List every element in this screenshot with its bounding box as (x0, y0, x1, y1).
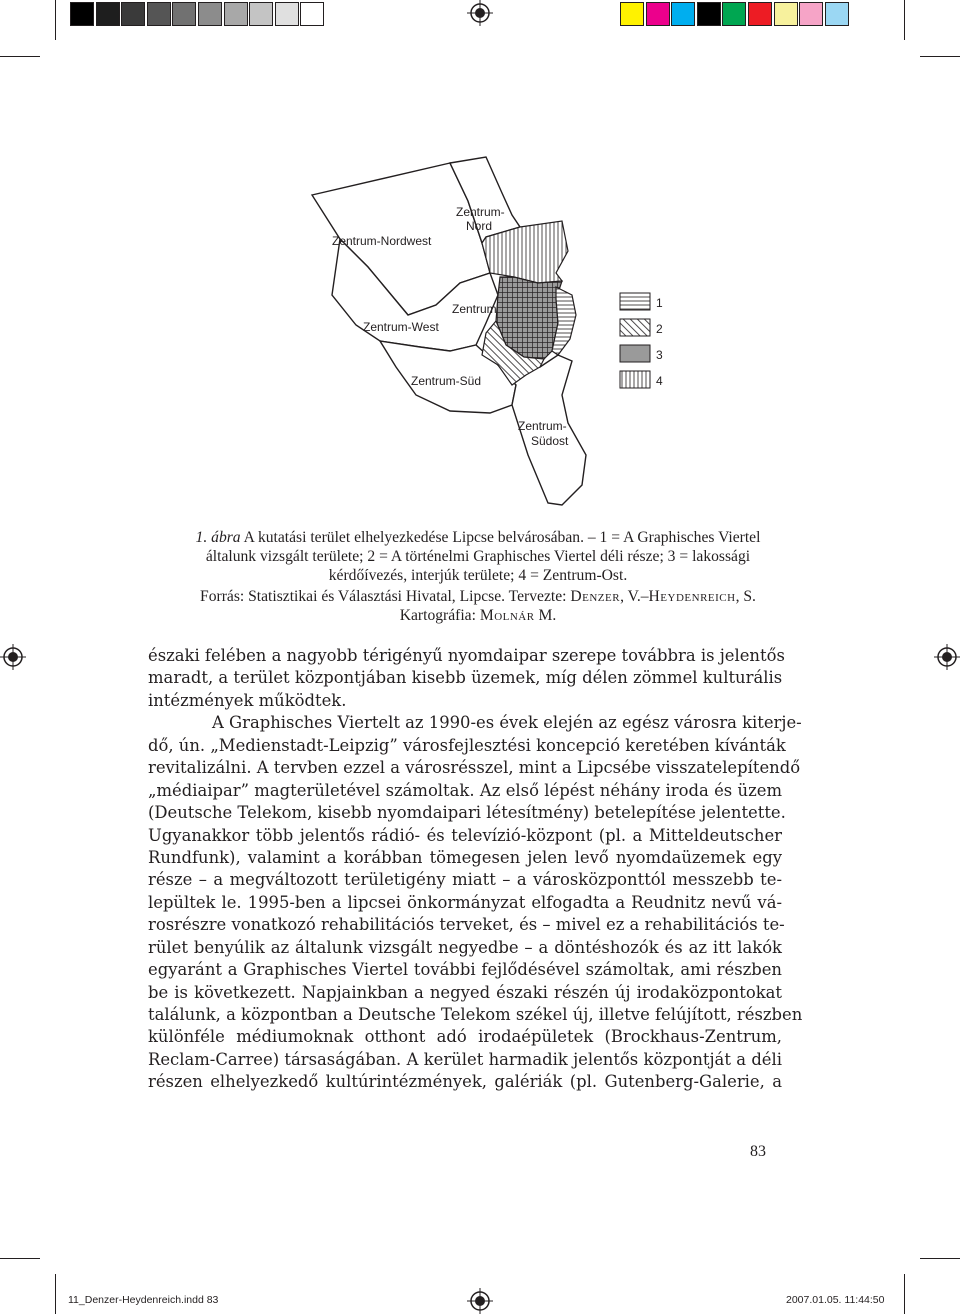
body-line: találunk, a központban a Deutsche Telekom székel új, illetve felújított, részben (148, 1005, 803, 1024)
color-swatch (300, 2, 324, 26)
source-text: M. (534, 607, 557, 624)
color-swatch (70, 2, 94, 26)
registration-mark-icon (934, 644, 960, 670)
crop-mark (55, 0, 56, 40)
color-swatch (172, 2, 196, 26)
crop-mark (55, 1274, 56, 1314)
label-west: Zentrum-West (363, 320, 439, 334)
registration-mark-icon (467, 1288, 493, 1314)
label-suedost-line1: Zentrum- (518, 419, 567, 433)
process-color-bar (620, 2, 850, 26)
color-swatch (748, 2, 772, 26)
body-line: lepültek le. 1995-ben a lipcsei önkormányzat elfogadta a Reudnitz nevű vá- (148, 892, 782, 912)
label-sued: Zentrum-Süd (411, 374, 482, 388)
author-name: Denzer (570, 588, 621, 605)
color-swatch (774, 2, 798, 26)
source-text: , S. (735, 588, 756, 605)
crop-mark (0, 56, 40, 57)
map-legend (620, 293, 663, 388)
label-zentrum: Zentrum (452, 302, 497, 316)
color-swatch (825, 2, 849, 26)
body-line: különféle médiumoknak otthont adó irodaépületek (Brockhaus-Zentrum, (148, 1027, 782, 1047)
body-line: északi felében a nagyobb térigényű nyomdaipar szerepe továbbra is jelentős (148, 646, 785, 665)
color-swatch (620, 2, 644, 26)
body-line: egyaránt a Graphisches Viertel további fejlődésével számoltak, ami részben (148, 960, 782, 980)
body-line: be is következett. Napjainkban a negyed északi részén új irodaközpontokat (148, 982, 782, 1002)
body-line: Ugyanakkor több jelentős rádió- és televízió-központ (pl. a Mitteldeutscher (148, 825, 782, 845)
source-text: Kartográfia: (399, 607, 480, 624)
body-text (148, 645, 803, 1094)
body-line: részen elhelyezkedő kultúrintézmények, galériák (pl. Gutenberg-Galerie, a (148, 1072, 782, 1092)
body-line: Rundfunk), valamint a korábban tömegesen jelen levő nyomdaüzemek egy (148, 847, 782, 867)
body-line: Reclam-Carree) társaságában. A kerület harmadik jelentős központját a déli (148, 1049, 782, 1069)
color-swatch (224, 2, 248, 26)
label-suedost-line2: Südost (531, 434, 569, 448)
caption-line (146, 528, 810, 547)
caption-cartography-line (146, 606, 810, 625)
body-line: dő, ún. „Medienstadt-Leipzig” városfejlesztési koncepció keretében kívánták (148, 735, 786, 755)
footer-filename: 11_Denzer-Heydenreich.indd 83 (68, 1294, 219, 1306)
body-line: maradt, a terület központjában kisebb üzemek, míg délen zömmel kulturális (148, 668, 783, 688)
registration-mark-icon (0, 644, 26, 670)
color-swatch (121, 2, 145, 26)
grey-color-bar (70, 2, 326, 26)
district-map (300, 155, 680, 515)
legend-swatch-4 (620, 371, 650, 388)
legend-label-1: 1 (656, 296, 663, 310)
legend-label-2: 2 (656, 322, 663, 336)
footer-datetime: 2007.01.05. 11:44:50 (786, 1294, 885, 1306)
legend-swatch-3 (620, 345, 650, 362)
body-line: rület benyúlik az általunk vizsgált negyedbe – a döntéshozók és az itt lakók (148, 937, 782, 957)
legend-swatch-1 (620, 293, 650, 310)
body-line: intézmények működtek. (148, 690, 347, 710)
color-swatch (722, 2, 746, 26)
caption-text: A kutatási terület elhelyezkedése Lipcse belvárosában. – 1 = A Graphisches Viertel (240, 529, 761, 546)
registration-mark-icon (467, 0, 493, 26)
body-line: rosrészre vonatkozó rehabilitációs terveket, és – mivel ez a rehabilitációs te- (148, 915, 785, 935)
crop-mark (904, 0, 905, 40)
source-text: Forrás: Statisztikai és Választási Hivatal, Lipcse. Tervezte: (200, 588, 571, 605)
caption-line: kérdőívezés, interjúk területe; 4 = Zentrum-Ost. (328, 567, 628, 584)
page-number: 83 (750, 1143, 766, 1160)
color-swatch (275, 2, 299, 26)
figure-caption (146, 528, 810, 625)
legend-label-3: 3 (656, 348, 663, 362)
color-swatch (697, 2, 721, 26)
color-swatch (799, 2, 823, 26)
color-swatch (646, 2, 670, 26)
color-swatch (198, 2, 222, 26)
crop-mark (920, 56, 960, 57)
body-line: (Deutsche Telekom, kisebb nyomdaipari létesítmény) betelepítése jelentette. (148, 803, 786, 823)
source-text: , V.– (620, 588, 649, 605)
color-swatch (671, 2, 695, 26)
caption-source-line (146, 587, 810, 606)
color-swatch (147, 2, 171, 26)
label-nord-line1: Zentrum- (456, 205, 505, 219)
body-line: része – a megváltozott területigény miatt – a városközponttól messzebb te- (148, 870, 782, 890)
legend-swatch-2 (620, 319, 650, 336)
color-swatch (96, 2, 120, 26)
crop-mark (0, 1258, 40, 1259)
color-swatch (249, 2, 273, 26)
label-nord-line2: Nord (466, 219, 493, 233)
legend-label-4: 4 (656, 374, 663, 388)
body-line: „médiaipar” magterületével számoltak. Az első lépést néhány iroda és üzem (148, 780, 782, 800)
body-line: A Graphisches Viertelt az 1990-es évek elején az egész városra kiterje- (212, 713, 802, 733)
label-nordwest: Zentrum-Nordwest (332, 234, 432, 248)
body-line: revitalizálni. A tervben ezzel a városrésszel, mint a Lipcsébe visszatelepítendő (148, 758, 801, 778)
caption-line: általunk vizsgált területe; 2 = A történelmi Graphisches Viertel déli része; 3 = lakossági (205, 548, 751, 565)
figure-number: 1. ábra (195, 529, 241, 546)
crop-mark (920, 1258, 960, 1259)
crop-mark (904, 1274, 905, 1314)
author-name: Molnár (479, 607, 535, 624)
author-name: Heydenreich (648, 588, 736, 605)
